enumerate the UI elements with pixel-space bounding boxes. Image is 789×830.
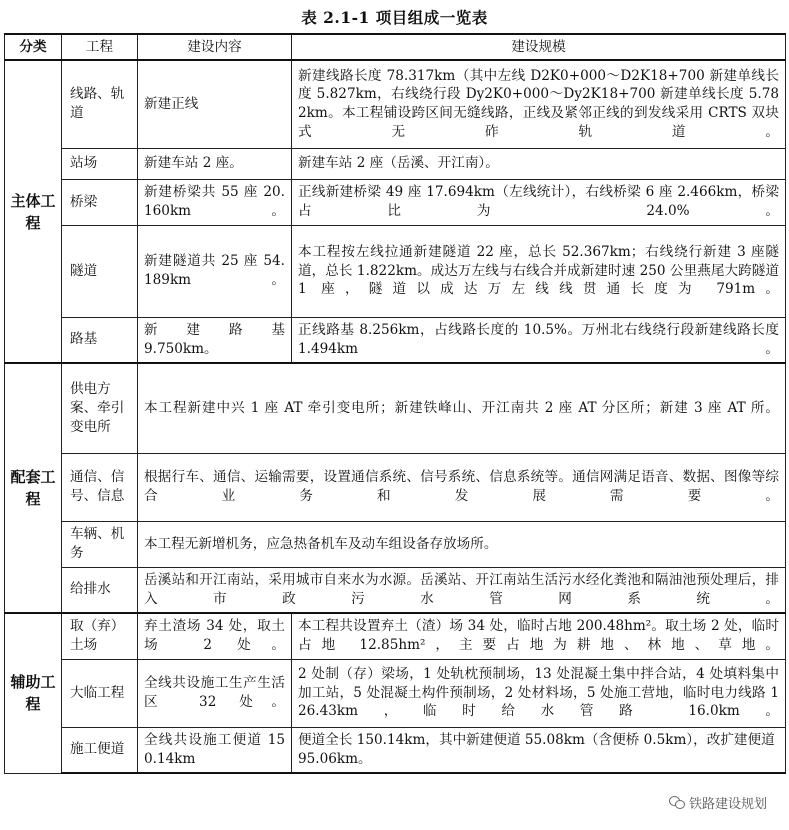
table-row xyxy=(5,363,786,453)
row-content: 新建桥梁共 55 座 20.160km。 xyxy=(138,179,292,225)
row-content: 全线共设施工生产生活区 32 处。 xyxy=(138,659,292,727)
row-scale: 新建线路长度 78.317km（其中左线 D2K0+000～D2K18+700 新建单线长度 5.827km，右线绕行段 Dy2K0+000～Dy2K18+700 新建单线长度 5.782km。本工程铺设跨区间无缝线路，正线及紧邻正线的到发线采用 CRTS 双块式无砟轨道。 xyxy=(292,60,786,148)
row-scale: 本工程按左线拉通新建隧道 22 座，总长 52.367km；右线绕行新建 3 座隧道，总长 1.822km。成达万左线与右线合并成新建时速 250 公里燕尾大跨隧道 1 座，隧道以成达万左线线贯通长度为 791m。 xyxy=(292,225,786,317)
row-content: 新建隧道共 25 座 54.189km。 xyxy=(138,225,292,317)
table-row xyxy=(5,60,786,148)
table-row xyxy=(5,521,786,567)
table-row xyxy=(5,453,786,521)
header-item: 工程 xyxy=(62,34,138,60)
row-content: 全线共设施工便道 150.14km xyxy=(138,727,292,773)
row-merged: 本工程无新增机务，应急热备机车及动车组设备存放场所。 xyxy=(138,521,786,567)
row-scale: 便道全长 150.14km，其中新建便道 55.08km（含便桥 0.5km），改扩建便道 95.06km。 xyxy=(292,727,786,773)
table-row xyxy=(5,179,786,225)
category-support: 配套工程 xyxy=(5,363,62,613)
wechat-icon xyxy=(669,796,685,809)
category-main: 主体工程 xyxy=(5,60,62,363)
table-row xyxy=(5,317,786,363)
category-aux: 辅助工程 xyxy=(5,613,62,773)
header-scale: 建设规模 xyxy=(292,34,786,60)
watermark xyxy=(669,793,767,812)
row-item: 给排水 xyxy=(62,567,138,613)
row-item: 施工便道 xyxy=(62,727,138,773)
table-row xyxy=(5,225,786,317)
row-item: 路基 xyxy=(62,317,138,363)
watermark-text: 铁路建设规划 xyxy=(688,797,767,812)
row-merged: 根据行车、通信、运输需要，设置通信系统、信号系统、信息系统等。通信网满足语音、数据、图像等综合业务和发展需要。 xyxy=(138,453,786,521)
row-item: 通信、信号、信息 xyxy=(62,453,138,521)
row-item: 隧道 xyxy=(62,225,138,317)
table-row xyxy=(5,659,786,727)
row-merged: 本工程新建中兴 1 座 AT 牵引变电所；新建铁峰山、开江南共 2 座 AT 分区所；新建 3 座 AT 所。 xyxy=(138,363,786,453)
row-scale: 新建车站 2 座（岳溪、开江南）。 xyxy=(292,148,786,179)
row-item: 线路、轨道 xyxy=(62,60,138,148)
row-content: 弃土渣场 34 处，取土场 2 处。 xyxy=(138,613,292,659)
table-row xyxy=(5,567,786,613)
row-item: 取（弃）土场 xyxy=(62,613,138,659)
row-content: 新建车站 2 座。 xyxy=(138,148,292,179)
row-merged: 岳溪站和开江南站，采用城市自来水为水源。岳溪站、开江南站生活污水经化粪池和隔油池预处理后，排入市政污水管网系统。 xyxy=(138,567,786,613)
row-content-line2: 9.750km。 xyxy=(144,340,218,357)
row-item: 供电方案、牵引变电所 xyxy=(62,363,138,453)
table-row xyxy=(5,727,786,773)
header-content: 建设内容 xyxy=(138,34,292,60)
header-row xyxy=(5,34,786,60)
table-title: 表 2.1-1 项目组成一览表 xyxy=(301,8,488,27)
row-content xyxy=(138,317,292,363)
row-content-line1: 新 建 路 基 xyxy=(144,321,285,338)
row-item: 桥梁 xyxy=(62,179,138,225)
project-table xyxy=(4,33,786,774)
table-row xyxy=(5,148,786,179)
row-item: 站场 xyxy=(62,148,138,179)
row-content: 新建正线 xyxy=(138,60,292,148)
header-category: 分类 xyxy=(5,34,62,60)
row-scale: 本工程共设置弃土（渣）场 34 处，临时占地 200.48hm²。取土场 2 处，临时占地 12.85hm²，主要占地为耕地、林地、草地。 xyxy=(292,613,786,659)
row-scale: 正线新建桥梁 49 座 17.694km（左线统计），右线桥梁 6 座 2.466km，桥梁占比为 24.0%。 xyxy=(292,179,786,225)
table-row xyxy=(5,613,786,659)
row-scale: 2 处制（存）梁场，1 处轨枕预制场，13 处混凝土集中拌合站，4 处填料集中加工站，5 处混凝土构件预制场，2 处材料场，5 处施工营地，临时电力线路 126.43km，临时给水管路 16.0km。 xyxy=(292,659,786,727)
row-item: 大临工程 xyxy=(62,659,138,727)
row-scale: 正线路基 8.256km，占线路长度的 10.5%。万州北右线绕行段新建线路长度 1.494km。 xyxy=(292,317,786,363)
row-item: 车辆、机务 xyxy=(62,521,138,567)
